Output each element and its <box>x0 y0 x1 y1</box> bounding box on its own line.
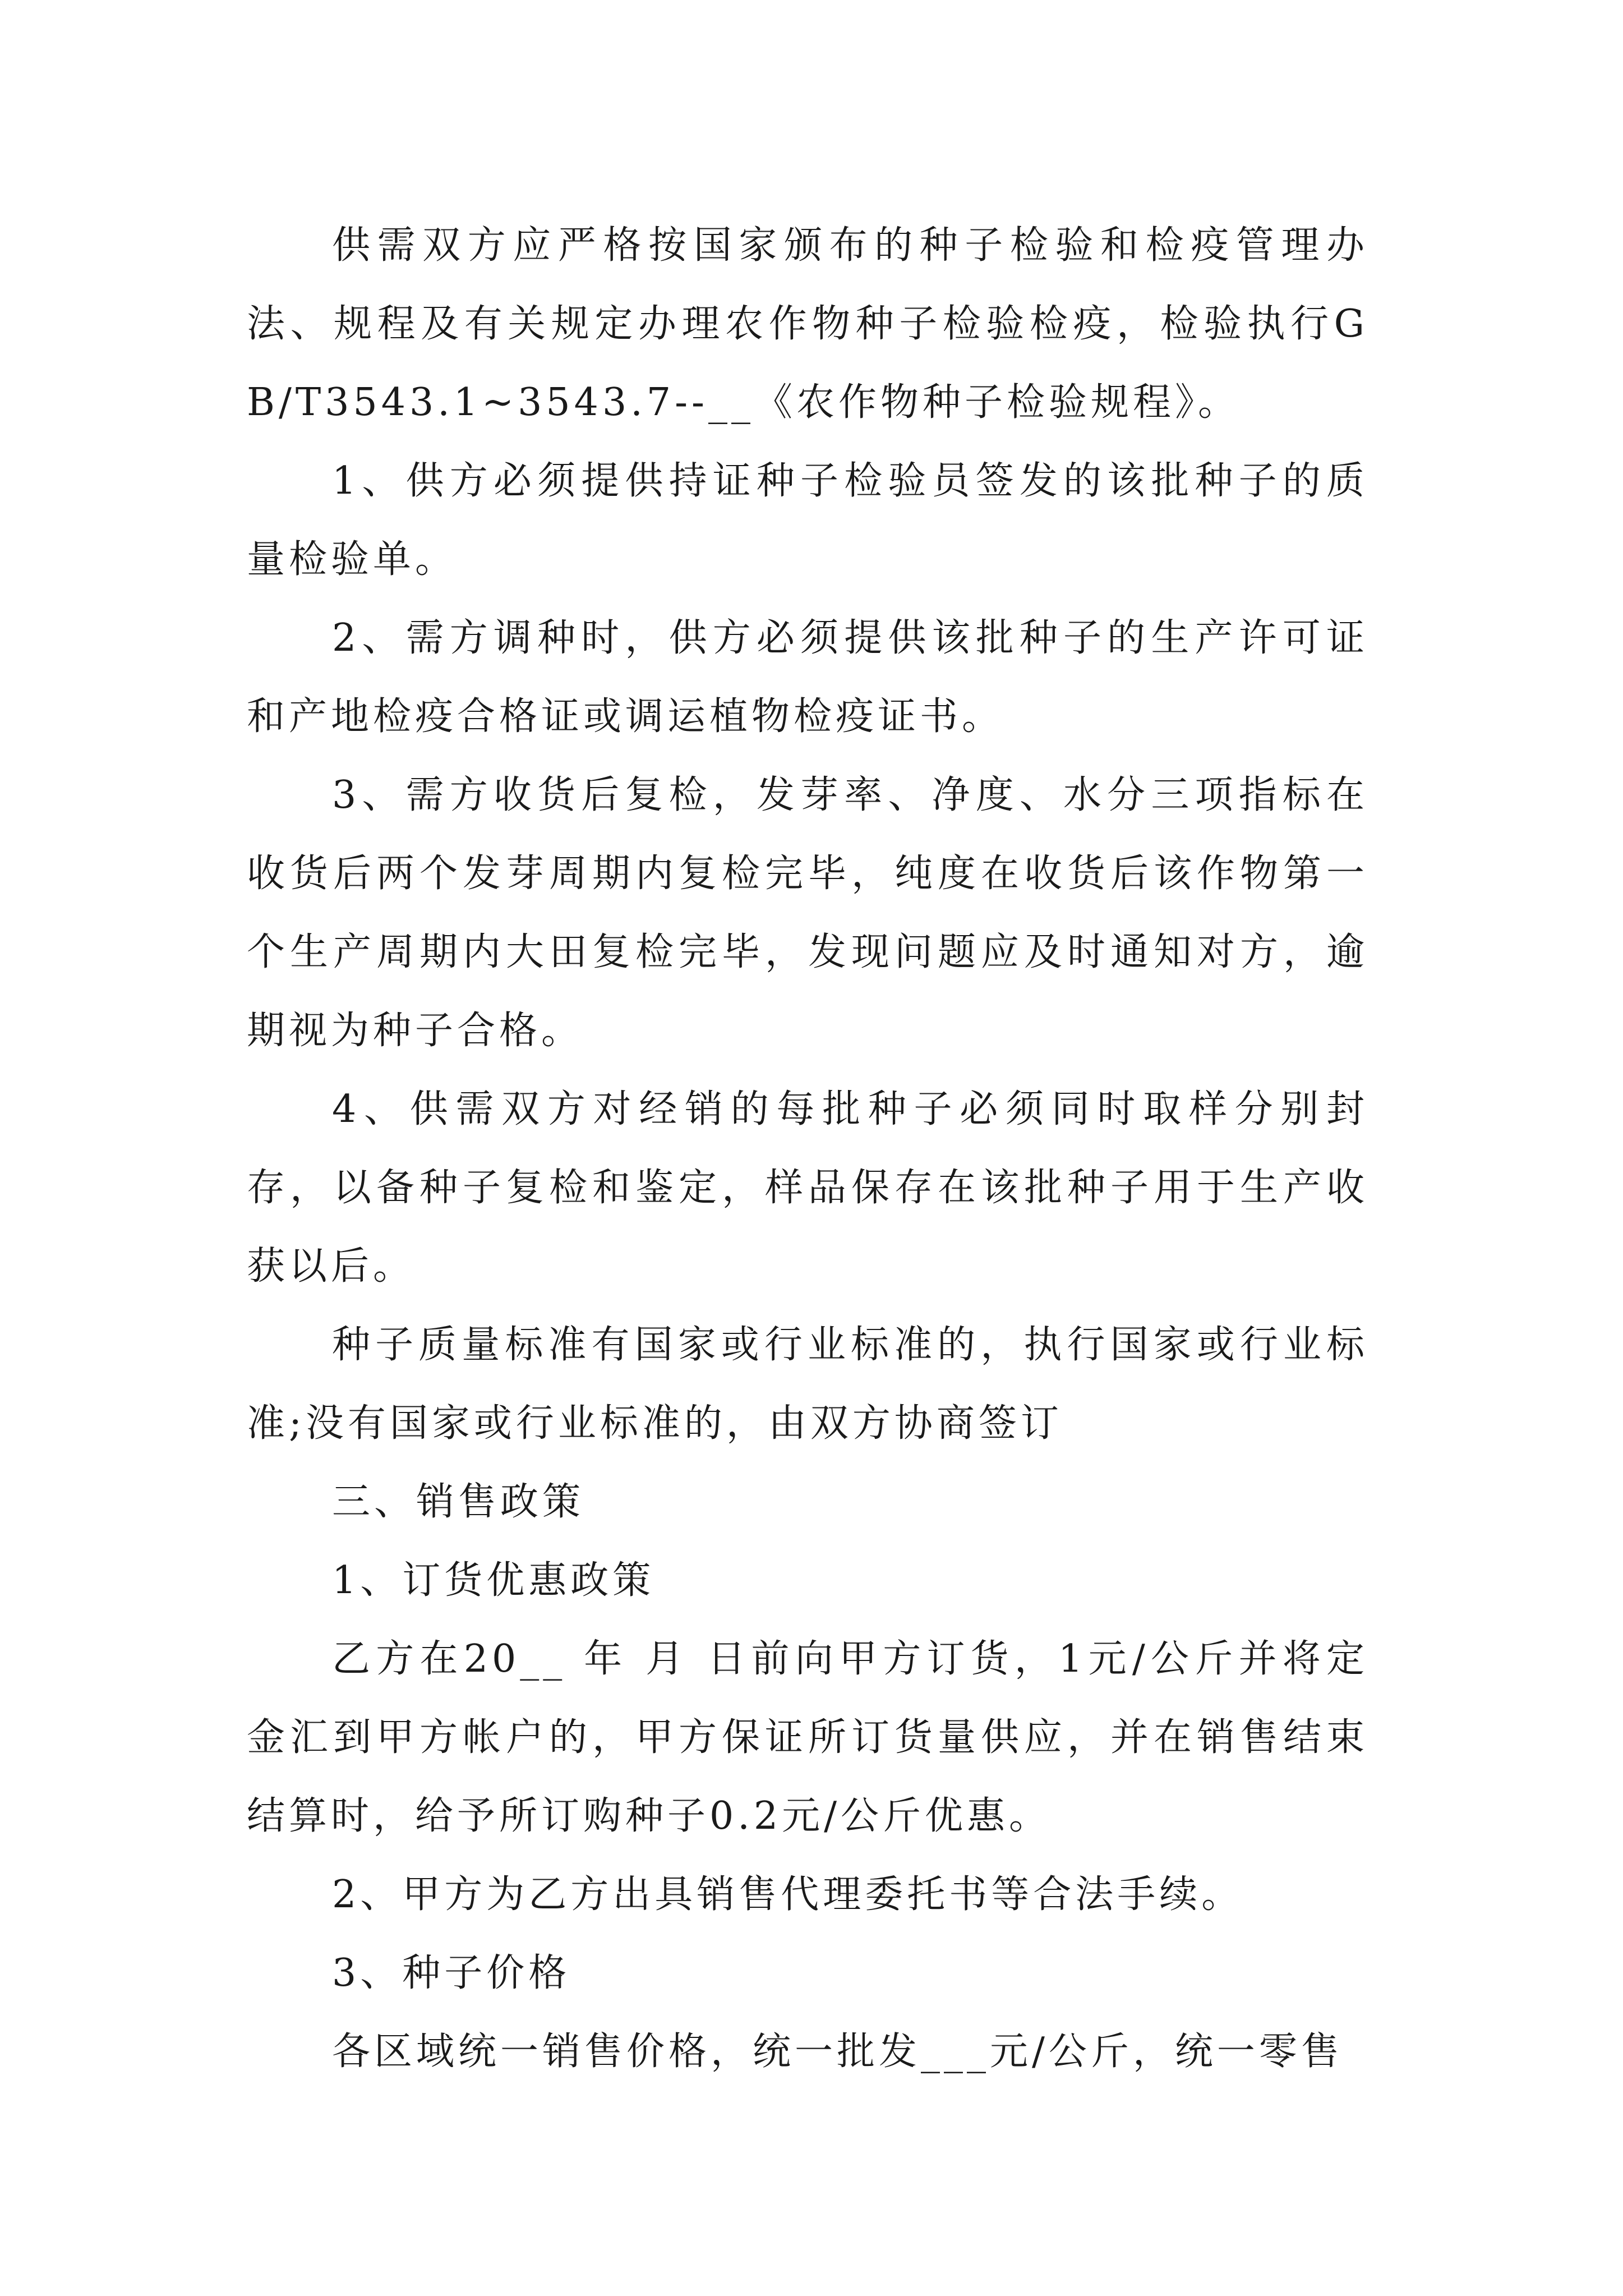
subheading-order-discount: 1、订货优惠政策 <box>332 1558 655 1603</box>
paragraph-item-1: 1、供方必须提供持证种子检验员签发的该批种子的质量检验单。 <box>247 459 1368 582</box>
paragraph-unified-price: 各区域统一销售价格，统一批发___元/公斤，统一零售 <box>332 2030 1343 2074</box>
paragraph-inspection-intro: 供需双方应严格按国家颁布的种子检验和检疫管理办法、规程及有关规定办理农作物种子检验检疫，检验执行GB/T3543.1~3543.7--__《农作物种子检验规程》。 <box>247 223 1368 425</box>
document-body <box>247 206 1368 2091</box>
paragraph-item-3: 3、需方收货后复检，发芽率、净度、水分三项指标在收货后两个发芽周期内复检完毕，纯度在收货后该作物第一个生产周期内大田复检完毕，发现问题应及时通知对方，逾期视为种子合格。 <box>247 773 1368 1053</box>
paragraph-item-4: 4、供需双方对经销的每批种子必须同时取样分别封存，以备种子复检和鉴定，样品保存在该批种子用于生产收获以后。 <box>247 1087 1368 1289</box>
paragraph-quality-standard: 种子质量标准有国家或行业标准的，执行国家或行业标准;没有国家或行业标准的，由双方协商签订 <box>247 1323 1368 1446</box>
subheading-seed-price: 3、种子价格 <box>332 1951 571 1995</box>
paragraph-order-terms: 乙方在20__ 年 月 日前向甲方订货，1元/公斤并将定金汇到甲方帐户的，甲方保证所订货量供应，并在销售结束结算时，给予所订购种子0.2元/公斤优惠。 <box>247 1637 1368 1838</box>
paragraph-item-2: 2、需方调种时，供方必须提供该批种子的生产许可证和产地检疫合格证或调运植物检疫证书。 <box>247 616 1368 739</box>
section-heading-sales-policy: 三、销售政策 <box>332 1480 585 1524</box>
paragraph-authorization: 2、甲方为乙方出具销售代理委托书等合法手续。 <box>332 1872 1244 1917</box>
